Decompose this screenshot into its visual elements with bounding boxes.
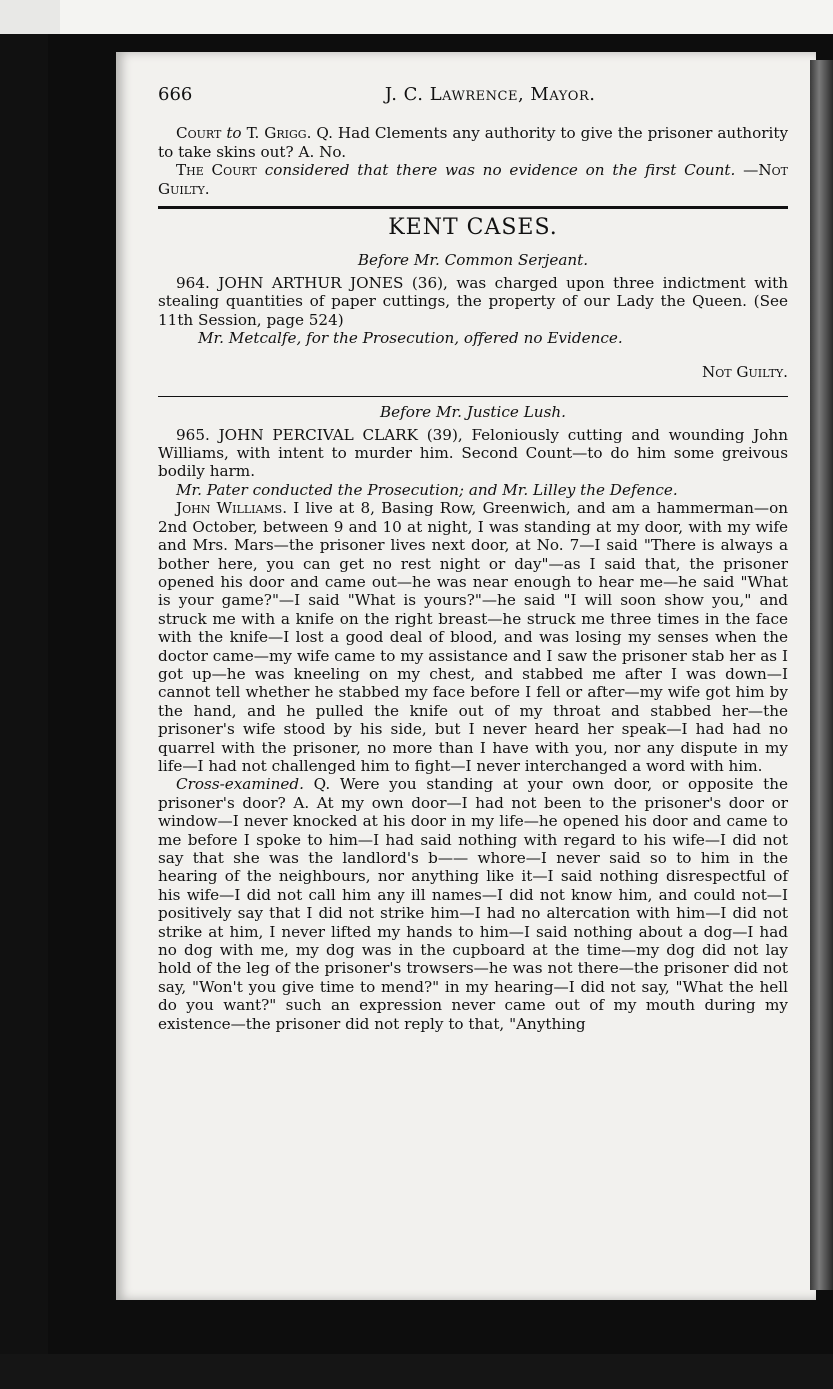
- case-964-prosecution: Mr. Metcalfe, for the Prosecution, offered no Evidence.: [198, 329, 623, 348]
- page-number: 666: [158, 84, 193, 105]
- section-rule: [158, 206, 788, 209]
- case-964-verdict: Not Guilty.: [701, 362, 788, 381]
- court-consideration: [158, 161, 788, 198]
- witness-testimony: [158, 499, 788, 775]
- case-965-counsel: Mr. Pater conducted the Prosecution; and Mr. Lilley the Defence.: [176, 480, 678, 499]
- page-edge: [810, 60, 833, 1290]
- before-justice-lush: Before Mr. Justice Lush.: [379, 403, 566, 422]
- case-965-text: 965. JOHN PERCIVAL CLARK (39), Feloniously cutting and wounding John Williams, with intent to murder him. Second Count—to do him some greivous bodily harm.: [158, 425, 788, 481]
- paper-fold: [0, 0, 60, 34]
- court-qa-text: Q. Had Clements any authority to give the prisoner authority to take skins out? A. No.: [158, 124, 789, 161]
- court-considered-text: considered that there was no evidence on the first Count.: [264, 161, 736, 180]
- testimony-text: I live at 8, Basing Row, Greenwich, and am a hammerman—on 2nd October, between 9 and 10 at night, I was standing at my door, with my wife and Mrs. Mars—the prisoner lives next door, at No. 7—I said "There is always a bother here, you can get no rest night or day"—as I said that, the prisoner opened his door and came out—he was near enough to hear me—he said "What is your game?"—I said "What is yours?"—he said "I will soon show you," and struck me with a knife on the right breast—he struck me three times in the face with the knife—I lost a good deal of blood, and was losing my senses when the doctor came—my wife came to my assistance and I saw the prisoner stab her as I got up—he was kneeling on my chest, and stabbed me after I was down—I cannot tell whether he stabbed my face before I fell or after—my wife got him by the hand, and he pulled the knife out of my throat and stabbed her—the prisoner's wife stood by his side, but I never heard her speak—I had had no quarrel with the prisoner, no more than I have with you, nor any dispute in my life—I had not challenged him to fight—I never interchanged a word with him.: [158, 499, 789, 775]
- cross-text: Q. Were you standing at your own door, or opposite the prisoner's door? A. At my own door—I had not been to the prisoner's door or window—I never knocked at his door in my life—he opened his door and came to me before I spoke to him—I had said nothing with regard to his wife—I did not say that she was the landlord's b—— whore—I never said so to him in the hearing of the neighbours, nor anything like it—I said nothing disrespectful of his wife—I did not call him any ill names—I did not know him, and could not—I positively say that I did not strike him—I had no altercation with him—I did not strike at him, I never lifted my hands to him—I said nothing about a dog—I had no dog with me, my dog was in the cupboard at the time—my dog did not lay hold of the leg of the prisoner's trowsers—he was not there—the prisoner did not say, "Won't you give time to mend?" in my hearing—I did not say, "What the hell do you want?" such an expression never came out of my mouth during my existence—the prisoner did not reply to that, "Anything: [158, 775, 788, 1033]
- scan-bottom: [0, 1354, 833, 1389]
- case-divider: [158, 396, 788, 397]
- court-considered-speaker: The Court: [176, 161, 257, 180]
- case-964-text: 964. JOHN ARTHUR JONES (36), was charged upon three indictment with stealing quantities of paper cuttings, the property of our Lady the Queen. (See 11th Session, page 524): [158, 273, 788, 329]
- scan-top-margin: [0, 0, 833, 34]
- section-heading: KENT CASES.: [388, 215, 558, 241]
- cross-label: Cross-examined.: [176, 775, 304, 794]
- witness-grigg: T. Grigg.: [246, 124, 312, 143]
- page-header: [158, 86, 788, 104]
- page-text: [158, 86, 788, 1033]
- running-title: J. C. Lawrence, Mayor.: [384, 84, 596, 105]
- witness-name: John Williams.: [176, 499, 288, 518]
- before-common-serjeant: Before Mr. Common Serjeant.: [357, 251, 589, 270]
- court-question: [158, 124, 788, 161]
- court-to: to: [226, 124, 242, 143]
- cross-examination: [158, 775, 788, 1033]
- verdict-not-guilty-1: —Not Guilty.: [158, 161, 789, 198]
- court-speaker: Court: [176, 124, 222, 143]
